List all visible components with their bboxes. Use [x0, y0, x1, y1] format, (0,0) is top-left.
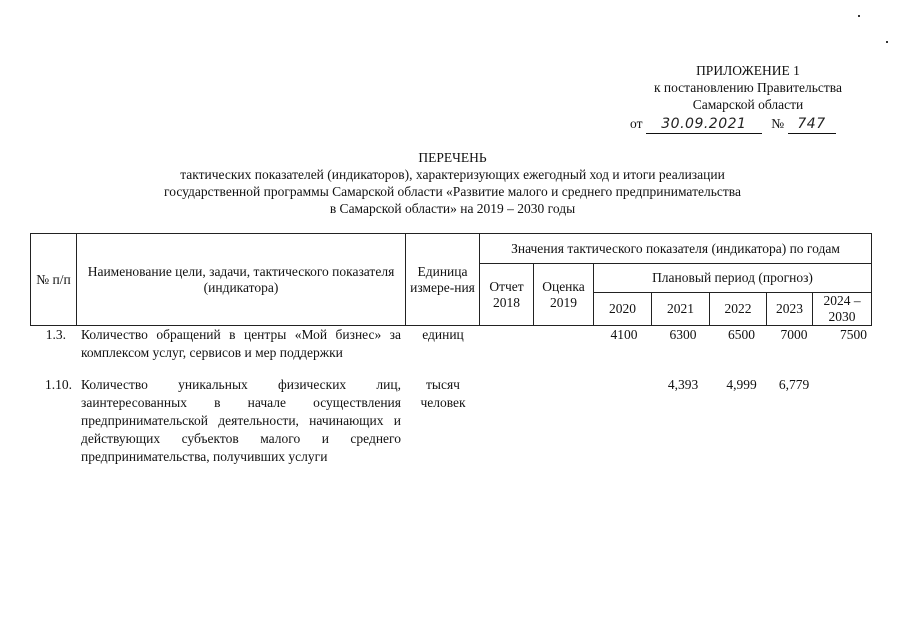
row-1-value-2024-2030: 7500 — [840, 327, 867, 342]
document-title: ПЕРЕЧЕНЬ — [418, 150, 487, 165]
header-year-2024-2030: 2024 – 2030 — [813, 293, 872, 326]
row-1-unit: единиц — [422, 327, 464, 342]
row-1-name: Количество обращений в центры «Мой бизнес» за комплексом услуг, сервисов и мер поддержки — [81, 327, 401, 360]
row-2-value-2022: 4,999 — [726, 377, 757, 392]
document-subtitle-2: государственной программы Самарской области «Развитие малого и среднего предпринимательства — [164, 184, 741, 199]
header-year-2022: 2022 — [710, 293, 767, 326]
row-2-unit: тысяч человек — [420, 377, 466, 410]
scan-speck — [886, 41, 888, 43]
row-1-value-2023: 7000 — [780, 327, 808, 342]
row-2-name: Количество уникальных физических лиц, заинтересованных в начале осуществления предпринимательской деятельности, начинающих и действующих субъектов малого и среднего предпринимательства, получивших услуги — [81, 377, 401, 464]
header-year-2020: 2020 — [594, 293, 652, 326]
scan-speck — [858, 15, 860, 17]
row-2-num: 1.10. — [45, 377, 72, 392]
number-prefix: № — [771, 116, 785, 131]
annex-line-resolution: к постановлению Правительства — [653, 80, 842, 95]
header-report-year: 2018 — [493, 294, 520, 310]
indicators-table-header — [30, 233, 872, 326]
header-year-2021: 2021 — [652, 293, 710, 326]
header-estimate-year: 2019 — [550, 294, 577, 310]
header-estimate — [534, 264, 594, 326]
header-unit: Единица измере-ния — [406, 234, 480, 326]
row-2-value-2021: 4,393 — [667, 377, 699, 392]
document-title-block — [0, 149, 905, 217]
annex-block — [654, 62, 842, 113]
document-subtitle-3: в Самарской области» на 2019 – 2030 годы — [329, 201, 576, 216]
row-1-value-2020: 4100 — [610, 327, 638, 342]
header-values-group: Значения тактического показателя (индикатора) по годам — [480, 234, 872, 264]
date-prefix: от — [630, 116, 643, 131]
row-1-num: 1.3. — [45, 327, 66, 342]
handwritten-number: 747 — [788, 116, 836, 134]
header-plan-period: Плановый период (прогноз) — [594, 264, 872, 293]
header-estimate-label: Оценка — [542, 278, 585, 294]
row-1-value-2021: 6300 — [669, 327, 697, 342]
row-2-value-2023: 6,779 — [778, 377, 810, 392]
header-year-2023: 2023 — [767, 293, 813, 326]
header-report-label: Отчет — [489, 278, 524, 294]
annex-date-line — [630, 115, 836, 134]
annex-heading: ПРИЛОЖЕНИЕ 1 — [696, 63, 800, 78]
annex-line-region: Самарской области — [692, 97, 804, 112]
header-report — [480, 264, 534, 326]
row-1-value-2022: 6500 — [728, 327, 755, 342]
header-name: Наименование цели, задачи, тактического показателя (индикатора) — [77, 234, 406, 326]
header-num: № п/п — [31, 234, 77, 326]
document-subtitle-1: тактических показателей (индикаторов), характеризующих ежегодный ход и итоги реализации — [180, 167, 725, 182]
handwritten-date: 30.09.2021 — [646, 116, 762, 134]
